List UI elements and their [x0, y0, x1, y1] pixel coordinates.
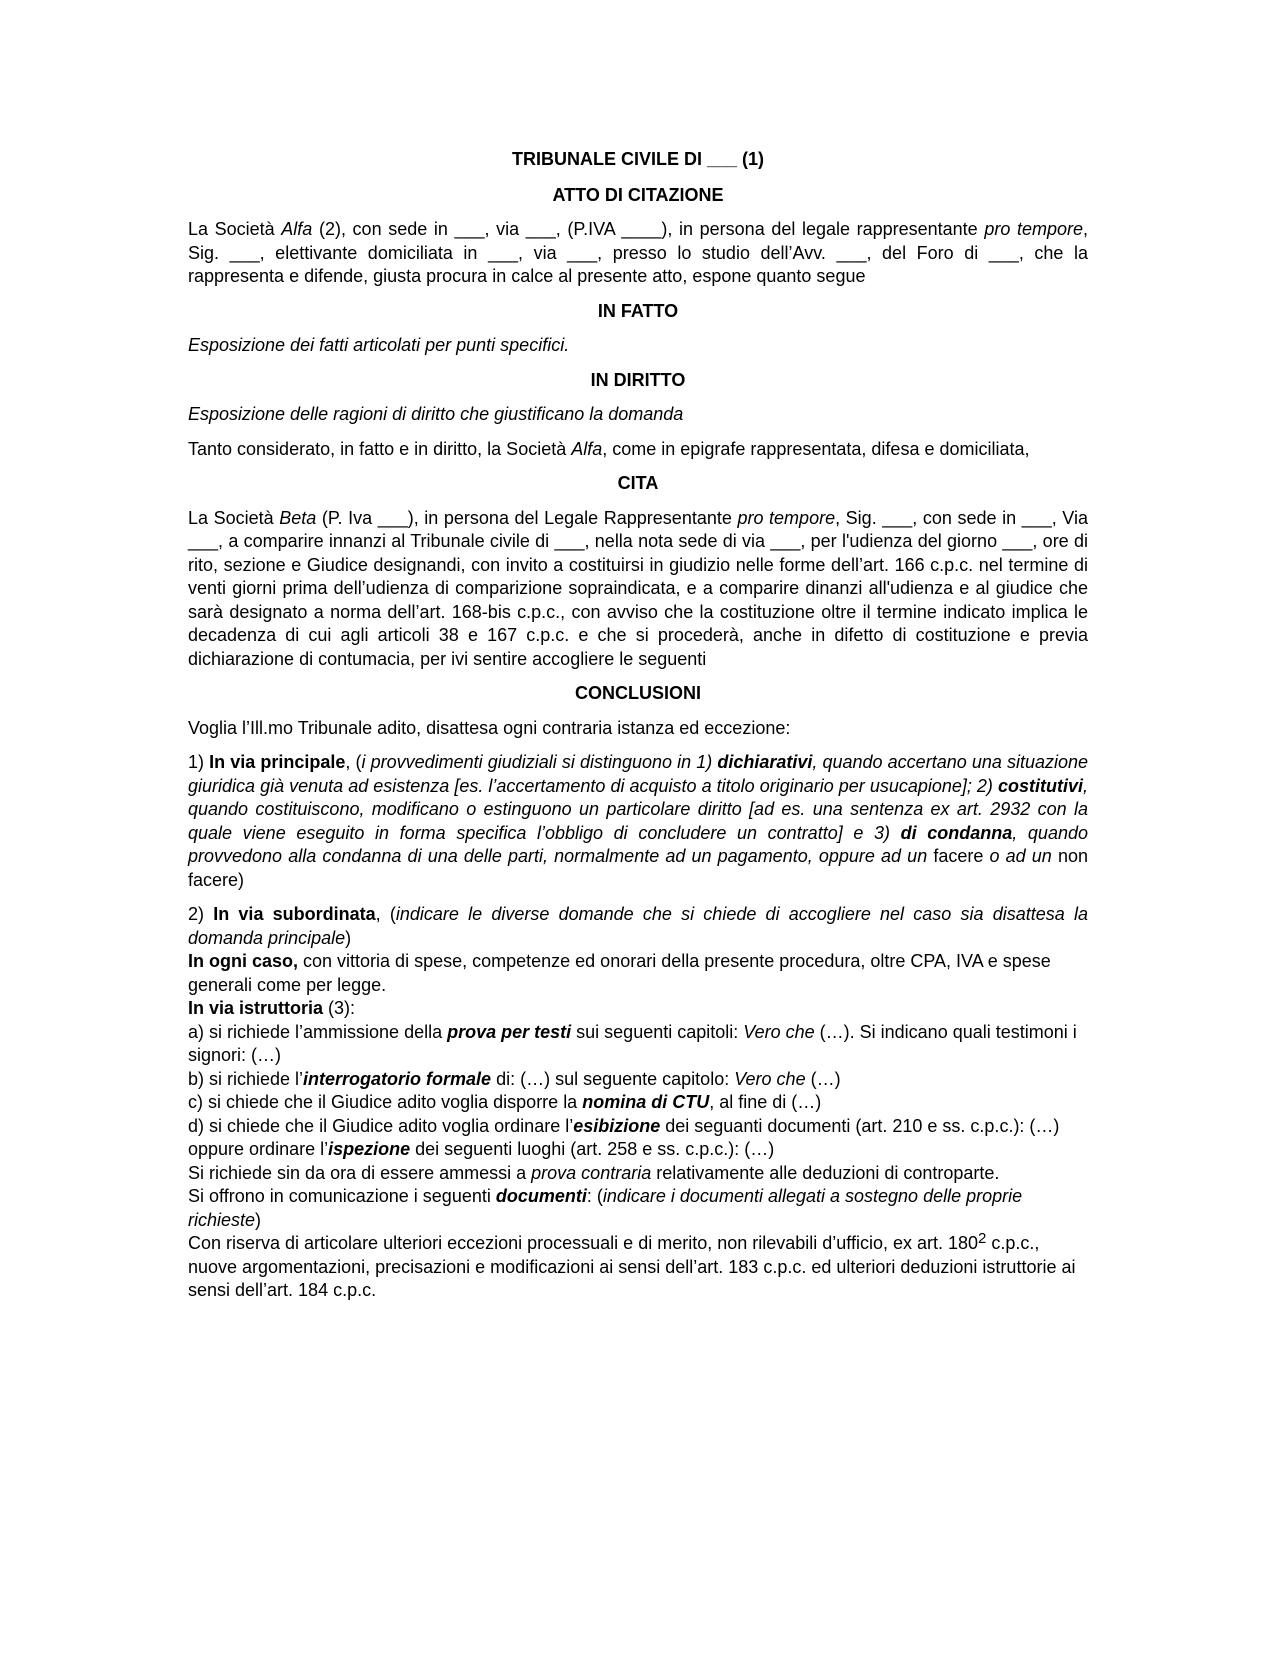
prova-contraria-paragraph: Si richiede sin da ora di essere ammessi a prova contraria relativamente alle deduzioni di controparte.	[188, 1162, 1000, 1183]
istruttoria-item-d: d) si chiede che il Giudice adito voglia ordinare l’esibizione dei seguanti documenti (art. 210 e ss. c.p.c.): (…) oppure ordinare l’ispezione dei seguenti luoghi (art. 258 e ss. c.p.c.): (…)	[188, 1115, 1060, 1159]
in-diritto-text: Esposizione delle ragioni di diritto che giustificano la domanda	[188, 404, 684, 424]
footnote-marker: 2	[978, 1230, 987, 1247]
conclusioni-title: CONCLUSIONI	[575, 683, 701, 703]
documenti-paragraph: Si offrono in comunicazione i seguenti documenti: (indicare i documenti allegati a sostegno delle proprie richieste)	[188, 1186, 1023, 1230]
intro-paragraph: La Società Alfa (2), con sede in ___, via ___, (P.IVA ____), in persona del legale rappresentante pro tempore, Sig. ___, elettivante domiciliata in ___, via ___, presso lo studio dell’Avv. ___, del Foro di ___, che la rappresenta e difende, giusta procura in calce al presente atto, espone quanto segue	[188, 219, 1088, 286]
riserva-paragraph: Con riserva di articolare ulteriori eccezioni processuali e di merito, non rilevabili d’ufficio, ex art. 180$^2$ c.p.c., nuove argomentazioni, precisazioni e modificazioni ai sensi dell’art. 183 c.p.c. ed ulteriori deduzioni istruttorie ai sensi dell’art. 184 c.p.c.	[188, 1230, 1076, 1300]
document-page	[188, 148, 1088, 1303]
cita-paragraph: La Società Beta (P. Iva ___), in persona del Legale Rappresentante pro tempore, Sig. ___, con sede in ___, Via ___, a comparire innanzi al Tribunale civile di ___, nella nota sede di via ___, per l'udienza del giorno ___, ore di rito, sezione e Giudice designandi, con invito a costituirsi in giudizio nelle forme dell’art. 166 c.p.c. nel termine di venti giorni prima dell’udienza di comparizione sopraindicata, e a comparire dinanzi all'udienza e al giudice che sarà designato a norma dell’art. 168-bis c.p.c., con avviso che la costituzione oltre il termine indicato implica le decadenza di cui agli articoli 38 e 167 c.p.c. e che si procederà, anche in difetto di costituzione e previa dichiarazione di contumacia, per ivi sentire accogliere le seguenti	[188, 507, 1089, 669]
conclusioni-item-2: 2) In via subordinata, (indicare le diverse domande che si chiede di accogliere nel caso sia disattesa la domanda principale)	[188, 904, 1088, 948]
istruttoria-paragraph: In via istruttoria (3):	[188, 998, 356, 1018]
ogni-caso-paragraph: In ogni caso, con vittoria di spese, competenze ed onorari della presente procedura, oltre CPA, IVA e spese generali come per legge.	[188, 951, 1051, 995]
conclusioni-intro: Voglia l’Ill.mo Tribunale adito, disattesa ogni contraria istanza ed eccezione:	[188, 717, 791, 738]
istruttoria-item-c: c) si chiede che il Giudice adito voglia disporre la nomina di CTU, al fine di (…)	[188, 1092, 822, 1112]
cita-title: CITA	[617, 473, 659, 493]
istruttoria-item-b: b) si richiede l’interrogatorio formale di: (…) sul seguente capitolo: Vero che (…)	[188, 1068, 841, 1089]
tanto-paragraph: Tanto considerato, in fatto e in diritto, la Società Alfa, come in epigrafe rappresentata, difesa e domiciliata,	[188, 438, 1030, 459]
court-title: TRIBUNALE CIVILE DI ___ (1)	[511, 149, 765, 169]
in-diritto-title: IN DIRITTO	[590, 369, 686, 390]
in-fatto-title: IN FATTO	[597, 300, 679, 321]
in-fatto-text: Esposizione dei fatti articolati per punti specifici.	[188, 335, 570, 355]
conclusioni-item-1: 1) In via principale, (i provvedimenti giudiziali si distinguono in 1) dichiarativi, quando accertano una situazione giuridica già venuta ad esistenza [es. l’accertamento di acquisto a titolo originario per usucapione]; 2) costitutivi, quando costituiscono, modificano o estinguono un particolare diritto [ad es. una sentenza ex art. 2932 con la quale viene eseguito in forma specifica l’obbligo di concludere un contratto] e 3) di condanna, quando provvedono alla condanna di una delle parti, normalmente ad un pagamento, oppure ad un facere o ad un non facere)	[188, 752, 1089, 890]
istruttoria-item-a: a) si richiede l’ammissione della prova per testi sui seguenti capitoli: Vero che (…). Si indicano quali testimoni i signori: (…)	[188, 1021, 1077, 1065]
act-title: ATTO DI CITAZIONE	[552, 184, 724, 205]
